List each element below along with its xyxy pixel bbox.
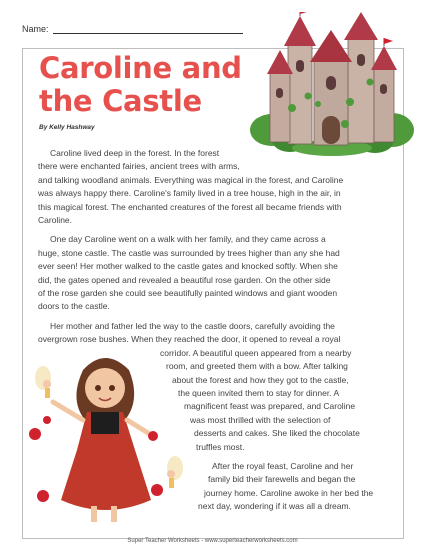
story-line: desserts and cakes. She liked the chocolate (194, 428, 360, 439)
story-line: ever seen! Her mother walked to the castle gates and knocked softly. When she (38, 261, 338, 272)
story-title: Caroline and the Castle (39, 51, 242, 118)
paragraph-1-cont (38, 174, 390, 228)
name-field (22, 24, 243, 34)
story-line: doors to the castle. (38, 301, 110, 312)
story-line: the queen invited them to stay for dinner. A (178, 387, 340, 398)
story-line: overgrown rose bushes. When they reached the door, it opened to reveal a royal (38, 334, 341, 345)
story-line: there were enchanted fairies, ancient trees with arms, (38, 161, 240, 172)
fairy-left (35, 366, 51, 398)
paragraph-1 (38, 147, 240, 174)
story-line: Caroline lived deep in the forest. In the forest (50, 148, 220, 158)
story-line: One day Caroline went on a walk with her family, and they came across a (50, 234, 326, 245)
story-line: of the rose garden she could see beautifully painted windows and giant wooden (38, 288, 338, 299)
paragraph-2 (38, 233, 390, 313)
girl-face (85, 368, 125, 408)
castle-illustration (250, 12, 415, 157)
story-line: room, and greeted them with a bow. After talking (166, 361, 348, 372)
name-label: Name: (22, 24, 49, 34)
story-line: was most thrilled with the selection of (190, 414, 331, 425)
name-blank-line (53, 25, 243, 34)
story-line: journey home. Caroline awoke in her bed the (204, 487, 374, 498)
story-line: and talking woodland animals. Everything was magical in the forest, and Caroline (38, 174, 344, 185)
story-line: corridor. A beautiful queen appeared from a nearby (160, 347, 352, 358)
story-line: huge, stone castle. The castle was surrounded by trees higher than any she had (38, 247, 340, 258)
story-line: truffles most. (196, 441, 245, 452)
story-line: family bid their farewells and began the (208, 474, 356, 485)
story-line: this magical forest. The enchanted creatures of the forest all became friends with (38, 201, 342, 212)
story-line: about the forest and how they got to the castle, (172, 374, 349, 385)
footer-credit: Super Teacher Worksheets - www.superteacherworksheets.com (127, 538, 298, 544)
story-line: next day, wondering if it was all a dream. (198, 501, 351, 512)
story-line: was always happy there. Caroline's family lived in a tree house, high in the air, in (38, 188, 341, 199)
story-line: did, the gates opened and revealed a beautiful rose garden. On the other side (38, 274, 331, 285)
story-line: magnificent feast was prepared, and Caroline (184, 401, 356, 412)
castle-door (322, 116, 340, 144)
story-line: Her mother and father led the way to the castle doors, carefully avoiding the (50, 320, 335, 331)
girl-illustration (25, 350, 195, 530)
fairy-right (167, 456, 183, 488)
girl-bodice (91, 412, 119, 434)
story-line: Caroline. (38, 215, 73, 226)
story-line: After the royal feast, Caroline and her (212, 460, 354, 471)
byline: By Kelly Hashway (39, 124, 95, 131)
